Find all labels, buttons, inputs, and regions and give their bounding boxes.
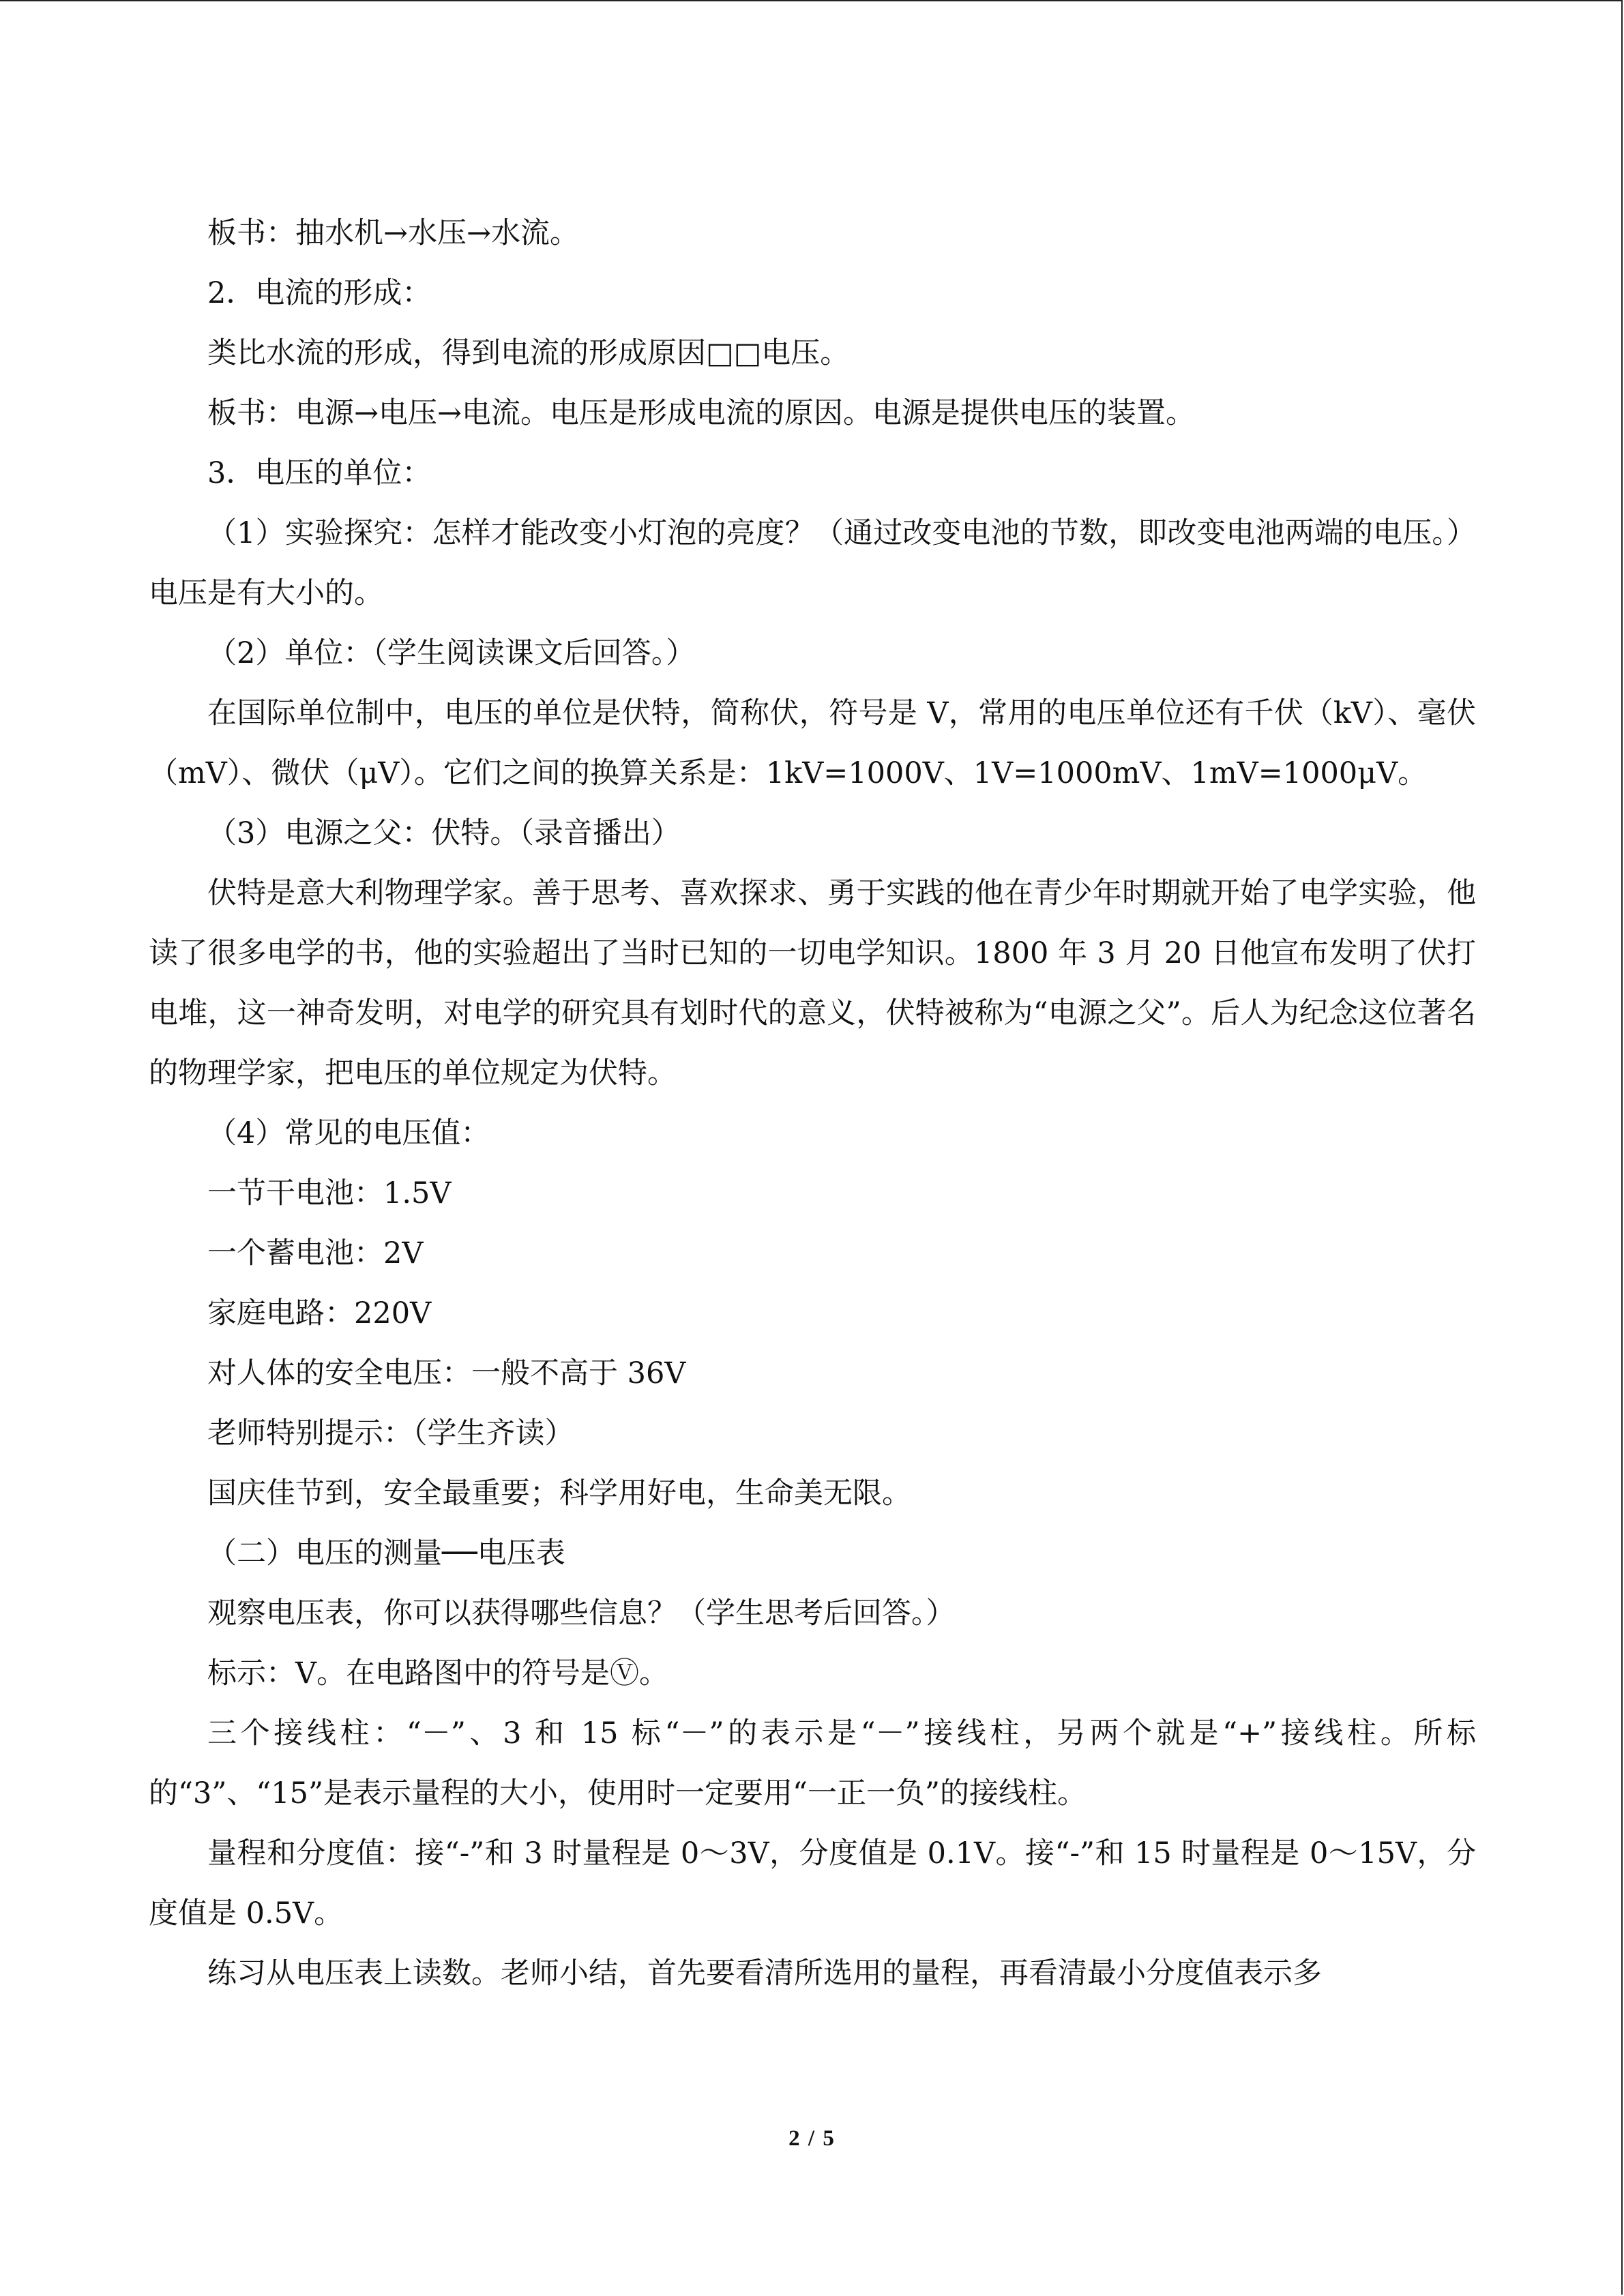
paragraph: 三个接线柱：“－”、3 和 15 标“－”的表示是“－”接线柱，另两个就是“+”接线柱。所标的“3”、“15”是表示量程的大小，使用时一定要用“一正一负”的接线柱。 xyxy=(149,1716,1476,1810)
paragraph: （二）电压的测量──电压表 xyxy=(207,1536,565,1570)
document-body xyxy=(149,203,1476,2003)
paragraph: 标示：V。在电路图中的符号是Ⓥ。 xyxy=(207,1656,669,1690)
paragraph: 在国际单位制中，电压的单位是伏特，简称伏，符号是 V，常用的电压单位还有千伏（kV）、毫伏（mV）、微伏（μV）。它们之间的换算关系是：1kV=1000V、1V=1000mV、1mV=1000μV。 xyxy=(149,696,1476,790)
page-number: 2 / 5 xyxy=(788,2126,836,2151)
paragraph: 量程和分度值：接“-”和 3 时量程是 0～3V，分度值是 0.1V。接“-”和 15 时量程是 0～15V，分度值是 0.5V。 xyxy=(149,1836,1476,1930)
paragraph: 对人体的安全电压：一般不高于 36V xyxy=(207,1356,686,1390)
paragraph: 伏特是意大利物理学家。善于思考、喜欢探求、勇于实践的他在青少年时期就开始了电学实验，他读了很多电学的书，他的实验超出了当时已知的一切电学知识。1800 年 3 月 20 日他宣布发明了伏打电堆，这一神奇发明，对电学的研究具有划时代的意义，伏特被称为“电源之父”。后人为纪念这位著名的物理学家，把电压的单位规定为伏特。 xyxy=(149,876,1476,1090)
paragraph: 一个蓄电池：2V xyxy=(207,1236,424,1270)
paragraph: 3．电压的单位： xyxy=(207,456,432,490)
paragraph: 老师特别提示：（学生齐读） xyxy=(207,1416,574,1450)
paragraph: 板书：抽水机→水压→水流。 xyxy=(207,216,580,250)
paragraph: （4）常见的电压值： xyxy=(207,1116,490,1150)
paragraph: 类比水流的形成，得到电流的形成原因□□电压。 xyxy=(207,336,850,370)
paragraph: 一节干电池：1.5V xyxy=(207,1176,452,1210)
paragraph: 2．电流的形成： xyxy=(207,276,432,310)
paragraph: 观察电压表，你可以获得哪些信息？（学生思考后回答。） xyxy=(207,1596,956,1630)
paragraph: 家庭电路：220V xyxy=(207,1296,432,1330)
paragraph: 国庆佳节到，安全最重要；科学用好电，生命美无限。 xyxy=(207,1476,911,1510)
paragraph: （1）实验探究：怎样才能改变小灯泡的亮度？（通过改变电池的节数，即改变电池两端的电压。）电压是有大小的。 xyxy=(149,516,1476,610)
paragraph: （2）单位：（学生阅读课文后回答。） xyxy=(207,636,696,670)
paragraph: 板书：电源→电压→电流。电压是形成电流的原因。电源是提供电压的装置。 xyxy=(207,396,1196,430)
paragraph: （3）电源之父：伏特。（录音播出） xyxy=(207,816,681,850)
paragraph: 练习从电压表上读数。老师小结，首先要看清所选用的量程，再看清最小分度值表示多 xyxy=(207,1956,1322,1991)
